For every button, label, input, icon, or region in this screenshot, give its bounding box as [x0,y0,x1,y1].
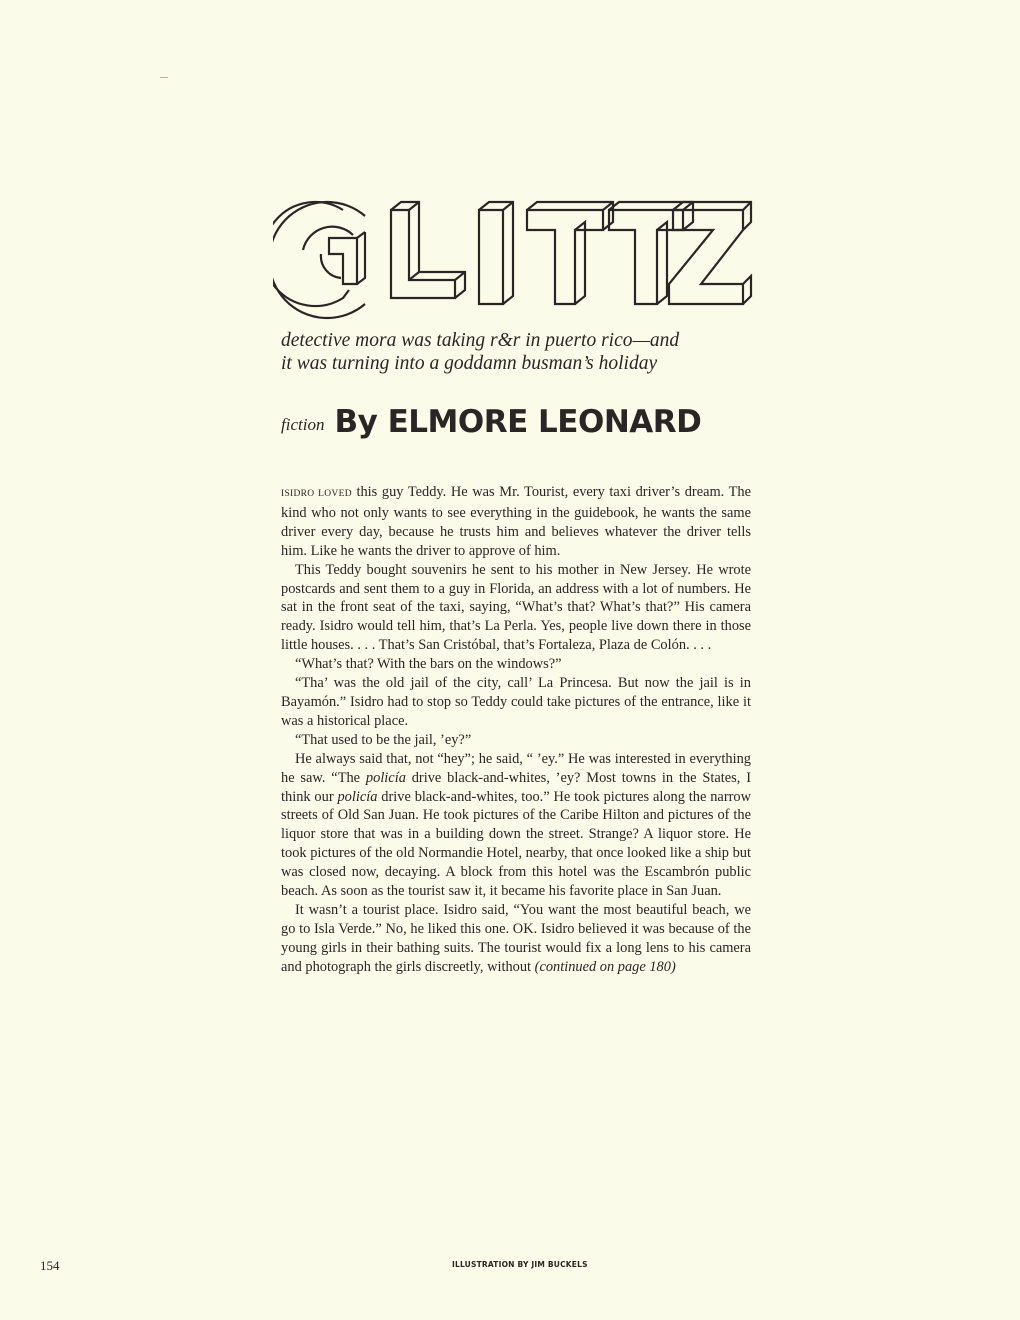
continued-note: (continued on page 180) [534,958,676,975]
letter-l [391,202,465,298]
byline [281,404,761,444]
subtitle [281,329,761,375]
paragraph-6 [281,750,751,901]
illustration-credit: ILLUSTRATION BY JIM BUCKELS [452,1260,588,1269]
paragraph-7-text: It wasn’t a tourist place. Isidro said, “You want the most beautiful beach, we go to Isla Verde.” No, he liked this one. OK. Isidro believed it was because of the young girls in their bathing suits. The tourist would fix a long lens to his camera and photograph the girls discreetly, without [281,901,751,975]
byline-author: By ELMORE LEONARD [334,404,702,440]
letter-g [273,202,365,318]
paragraph-7 [281,901,751,977]
paragraph-1-text: this guy Teddy. He was Mr. Tourist, every taxi driver’s dream. The kind who not only wants to see everything in the guidebook, he wants the same driver every day, because he trusts him and believes whatever the driver tells him. Like he wants the driver to approve of him. [281,484,751,559]
page-number: 154 [40,1258,60,1273]
glitz-title-art [273,180,753,320]
letter-i [479,202,513,304]
letter-t-second [609,202,693,304]
article-body [281,483,751,977]
paragraph-1 [281,483,751,561]
paragraph-2: This Teddy bought souvenirs he sent to his mother in New Jersey. He wrote postcards and sent them to a guy in Florida, an address with a lot of numbers. He sat in the front seat of the taxi, saying, “What’s that? What’s that?” His camera ready. Isidro would tell him, that’s La Perla. Yes, people live down there in those little houses. . . . That’s San Cristóbal, that’s Fortaleza, Plaza de Colón. . . . [281,561,751,654]
paragraph-5: “That used to be the jail, ’ey?” [295,731,472,748]
letter-t [527,202,613,304]
letter-z [669,202,751,304]
paragraph-3: “What’s that? With the bars on the windows?” [295,656,562,673]
policia-italic-1: policía [365,769,406,786]
subtitle-line-1: detective mora was taking r&r in puerto rico—and [281,330,680,351]
paragraph-6-text-b: drive black-and-whites, ’ey? Most towns in the States, I think our [281,769,751,805]
byline-genre: fiction [281,415,325,434]
paragraph-6-text-a: He always said that, not “hey”; he said, “ ’ey.” He was interested in everything he saw. “The [281,750,751,786]
lead-in-small-caps: ISIDRO LOVED [281,489,352,499]
stray-mark [160,77,168,78]
paragraph-6-text-c: drive black-and-whites, too.” He took pictures along the narrow streets of Old San Juan. He took pictures of the Caribe Hilton and pictures of the liquor store that was in a building down the street. Strange? A liquor store. He took pictures of the old Normandie Hotel, nearby, that once looked like a ship but was closed now, decaying. A block from this hotel was the Escambrón public beach. As soon as the tourist saw it, it became his favorite place in San Juan. [281,788,751,900]
subtitle-line-2: it was turning into a goddamn busman’s holiday [281,353,658,374]
paragraph-4: “Tha’ was the old jail of the city, call’ La Princesa. But now the jail is in Bayamón.” Isidro had to stop so Teddy could take pictures of the entrance, like it was a historical place. [281,675,751,729]
policia-italic-2: policía [337,788,378,805]
